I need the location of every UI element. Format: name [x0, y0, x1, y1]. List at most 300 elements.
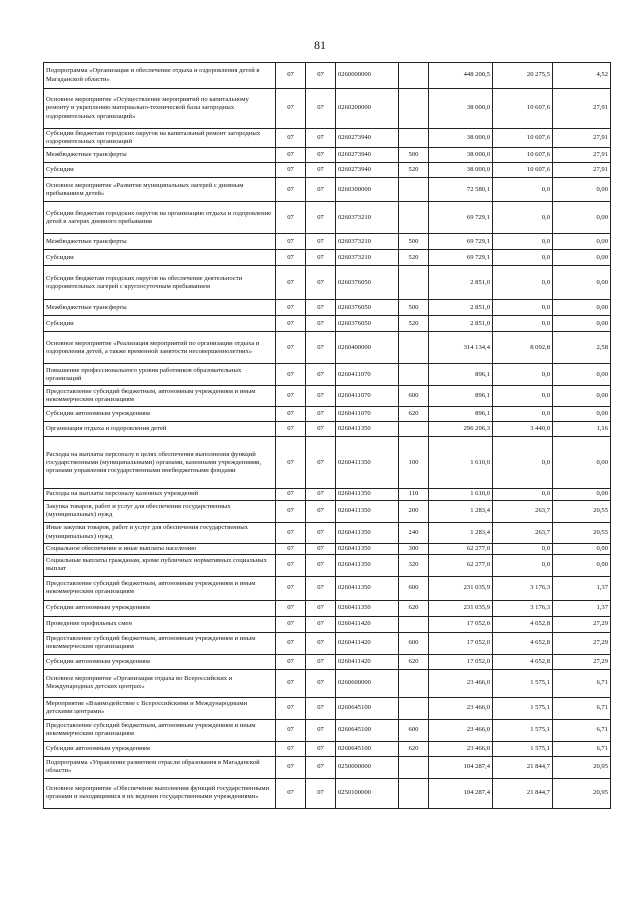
target-article-cell: 0260000000 [336, 63, 399, 89]
row-name-cell: Подпрограмма «Организация и обеспечение отдыха и оздоровления детей в Магаданской области» [44, 63, 276, 89]
actual-amount-cell: 0,0 [493, 234, 553, 250]
section-code-cell: 07 [276, 576, 306, 600]
target-article-cell: 0260411420 [336, 632, 399, 654]
execution-percent-cell: 0,00 [553, 437, 611, 489]
target-article-cell: 0260411420 [336, 616, 399, 632]
row-name-cell: Социальные выплаты гражданам, кроме публичных нормативных социальных выплат [44, 554, 276, 576]
row-name-cell: Повышение профессионального уровня работников образовательных организаций [44, 364, 276, 386]
actual-amount-cell: 0,0 [493, 300, 553, 316]
expense-type-cell [399, 364, 429, 386]
table-row [44, 300, 611, 316]
table-row [44, 576, 611, 600]
expense-type-cell [399, 756, 429, 778]
table-row [44, 616, 611, 632]
section-code-cell: 07 [276, 234, 306, 250]
section-code-cell: 07 [276, 89, 306, 129]
expense-type-cell: 620 [399, 600, 429, 616]
target-article-cell: 0260411350 [336, 554, 399, 576]
table-row [44, 489, 611, 500]
target-article-cell: 0260645100 [336, 697, 399, 719]
row-name-cell: Субсидии бюджетам городских округов на обеспечение деятельности оздоровительных лагерей с круглосуточным пребыванием [44, 266, 276, 300]
section-code-cell: 07 [276, 616, 306, 632]
actual-amount-cell: 0,0 [493, 202, 553, 234]
subsection-code-cell: 07 [306, 600, 336, 616]
execution-percent-cell: 4,52 [553, 63, 611, 89]
execution-percent-cell: 20,55 [553, 522, 611, 543]
row-name-cell: Субсидии [44, 250, 276, 266]
section-code-cell: 07 [276, 500, 306, 522]
table-row [44, 316, 611, 332]
row-name-cell: Субсидии автономным учреждениям [44, 654, 276, 669]
row-name-cell: Предоставление субсидий бюджетным, автономным учреждениям и иным некоммерческим организациям [44, 719, 276, 741]
row-name-cell: Основное мероприятие «Реализация мероприятий по организации отдыха и оздоровления детей, а также временной занятости несовершеннолетних» [44, 332, 276, 364]
section-code-cell: 07 [276, 250, 306, 266]
table-row [44, 756, 611, 778]
subsection-code-cell: 07 [306, 489, 336, 500]
expense-type-cell [399, 332, 429, 364]
table-row [44, 543, 611, 554]
target-article-cell: 0260411070 [336, 407, 399, 422]
actual-amount-cell: 3 176,3 [493, 600, 553, 616]
row-name-cell: Проведение профильных смен [44, 616, 276, 632]
target-article-cell: 0260300000 [336, 178, 399, 202]
table-row [44, 697, 611, 719]
expense-type-cell: 620 [399, 741, 429, 756]
table-row [44, 407, 611, 422]
target-article-cell: 0260645100 [336, 719, 399, 741]
target-article-cell: 0260200000 [336, 89, 399, 129]
actual-amount-cell: 10 607,6 [493, 148, 553, 163]
section-code-cell: 07 [276, 669, 306, 697]
expense-type-cell: 520 [399, 316, 429, 332]
row-name-cell: Субсидии [44, 163, 276, 178]
actual-amount-cell: 1 575,1 [493, 669, 553, 697]
execution-percent-cell: 20,95 [553, 778, 611, 808]
section-code-cell: 07 [276, 129, 306, 148]
section-code-cell: 07 [276, 489, 306, 500]
planned-amount-cell: 69 729,1 [429, 234, 493, 250]
section-code-cell: 07 [276, 632, 306, 654]
table-row [44, 234, 611, 250]
table-row [44, 500, 611, 522]
table-row [44, 778, 611, 808]
expense-type-cell: 600 [399, 576, 429, 600]
planned-amount-cell: 231 035,9 [429, 600, 493, 616]
subsection-code-cell: 07 [306, 163, 336, 178]
planned-amount-cell: 896,1 [429, 386, 493, 407]
expense-type-cell [399, 129, 429, 148]
planned-amount-cell: 314 134,4 [429, 332, 493, 364]
table-row [44, 554, 611, 576]
planned-amount-cell: 38 000,0 [429, 163, 493, 178]
target-article-cell: 0260273940 [336, 129, 399, 148]
target-article-cell: 0260645100 [336, 741, 399, 756]
table-row [44, 148, 611, 163]
target-article-cell: 0260376050 [336, 266, 399, 300]
target-article-cell: 0260273940 [336, 163, 399, 178]
section-code-cell: 07 [276, 697, 306, 719]
actual-amount-cell: 0,0 [493, 407, 553, 422]
section-code-cell: 07 [276, 178, 306, 202]
section-code-cell: 07 [276, 163, 306, 178]
target-article-cell: 0260376050 [336, 300, 399, 316]
section-code-cell: 07 [276, 266, 306, 300]
expense-type-cell: 300 [399, 543, 429, 554]
planned-amount-cell: 2 851,0 [429, 266, 493, 300]
execution-percent-cell: 1,37 [553, 576, 611, 600]
subsection-code-cell: 07 [306, 407, 336, 422]
subsection-code-cell: 07 [306, 500, 336, 522]
table-body [44, 63, 611, 809]
row-name-cell: Межбюджетные трансферты [44, 300, 276, 316]
section-code-cell: 07 [276, 202, 306, 234]
subsection-code-cell: 07 [306, 316, 336, 332]
actual-amount-cell: 0,0 [493, 554, 553, 576]
actual-amount-cell: 0,0 [493, 266, 553, 300]
target-article-cell: 0260373210 [336, 250, 399, 266]
planned-amount-cell: 23 466,0 [429, 741, 493, 756]
table-row [44, 386, 611, 407]
actual-amount-cell: 3 440,0 [493, 422, 553, 437]
subsection-code-cell: 07 [306, 300, 336, 316]
actual-amount-cell: 263,7 [493, 500, 553, 522]
expense-type-cell: 110 [399, 489, 429, 500]
expense-type-cell [399, 422, 429, 437]
planned-amount-cell: 62 277,0 [429, 543, 493, 554]
planned-amount-cell: 38 000,0 [429, 148, 493, 163]
target-article-cell: 0260411350 [336, 522, 399, 543]
actual-amount-cell: 263,7 [493, 522, 553, 543]
planned-amount-cell: 1 610,0 [429, 437, 493, 489]
section-code-cell: 07 [276, 543, 306, 554]
table-row [44, 332, 611, 364]
actual-amount-cell: 0,0 [493, 543, 553, 554]
planned-amount-cell: 38 000,0 [429, 129, 493, 148]
execution-percent-cell: 0,00 [553, 554, 611, 576]
table-row [44, 632, 611, 654]
row-name-cell: Мероприятие «Взаимодействие с Всероссийскими и Международными детскими центрами» [44, 697, 276, 719]
subsection-code-cell: 07 [306, 697, 336, 719]
table-row [44, 250, 611, 266]
execution-percent-cell: 2,58 [553, 332, 611, 364]
table-row [44, 89, 611, 129]
execution-percent-cell: 1,37 [553, 600, 611, 616]
expense-type-cell: 620 [399, 654, 429, 669]
actual-amount-cell: 8 092,8 [493, 332, 553, 364]
subsection-code-cell: 07 [306, 364, 336, 386]
subsection-code-cell: 07 [306, 266, 336, 300]
execution-percent-cell: 0,00 [553, 202, 611, 234]
table-row [44, 719, 611, 741]
planned-amount-cell: 1 610,0 [429, 489, 493, 500]
table-row [44, 178, 611, 202]
planned-amount-cell: 2 851,0 [429, 300, 493, 316]
target-article-cell: 0260373210 [336, 202, 399, 234]
row-name-cell: Субсидии бюджетам городских округов на организацию отдыха и оздоровление детей в лагерях дневного пребывания [44, 202, 276, 234]
actual-amount-cell: 1 575,1 [493, 741, 553, 756]
table-row [44, 163, 611, 178]
page-number: 81 [314, 38, 326, 52]
execution-percent-cell: 0,00 [553, 386, 611, 407]
subsection-code-cell: 07 [306, 250, 336, 266]
execution-percent-cell: 0,00 [553, 316, 611, 332]
expense-type-cell: 100 [399, 437, 429, 489]
planned-amount-cell: 1 283,4 [429, 500, 493, 522]
target-article-cell: 0260411350 [336, 437, 399, 489]
table-row [44, 364, 611, 386]
section-code-cell: 07 [276, 778, 306, 808]
execution-percent-cell: 27,91 [553, 163, 611, 178]
planned-amount-cell: 448 200,5 [429, 63, 493, 89]
subsection-code-cell: 07 [306, 756, 336, 778]
row-name-cell: Основное мероприятие «Организация отдыха во Всероссийских и Международных детских центрах» [44, 669, 276, 697]
target-article-cell: 0260411350 [336, 543, 399, 554]
execution-percent-cell: 1,16 [553, 422, 611, 437]
target-article-cell: 0260411420 [336, 654, 399, 669]
row-name-cell: Предоставление субсидий бюджетным, автономным учреждениям и иным некоммерческим организациям [44, 576, 276, 600]
expense-type-cell [399, 616, 429, 632]
subsection-code-cell: 07 [306, 632, 336, 654]
subsection-code-cell: 07 [306, 437, 336, 489]
planned-amount-cell: 23 466,0 [429, 719, 493, 741]
section-code-cell: 07 [276, 756, 306, 778]
planned-amount-cell: 896,1 [429, 407, 493, 422]
execution-percent-cell: 0,00 [553, 250, 611, 266]
table-row [44, 422, 611, 437]
target-article-cell: 0260411350 [336, 500, 399, 522]
execution-percent-cell: 20,95 [553, 756, 611, 778]
section-code-cell: 07 [276, 332, 306, 364]
table-row [44, 741, 611, 756]
actual-amount-cell: 21 844,7 [493, 778, 553, 808]
subsection-code-cell: 07 [306, 654, 336, 669]
expense-type-cell: 620 [399, 407, 429, 422]
planned-amount-cell: 2 851,0 [429, 316, 493, 332]
expense-type-cell [399, 202, 429, 234]
expense-type-cell [399, 178, 429, 202]
target-article-cell: 0250000000 [336, 756, 399, 778]
planned-amount-cell: 296 206,3 [429, 422, 493, 437]
section-code-cell: 07 [276, 437, 306, 489]
planned-amount-cell: 23 466,0 [429, 669, 493, 697]
actual-amount-cell: 0,0 [493, 437, 553, 489]
planned-amount-cell: 1 283,4 [429, 522, 493, 543]
actual-amount-cell: 0,0 [493, 178, 553, 202]
actual-amount-cell: 3 176,3 [493, 576, 553, 600]
row-name-cell: Субсидии автономным учреждениям [44, 407, 276, 422]
table-row [44, 437, 611, 489]
subsection-code-cell: 07 [306, 422, 336, 437]
target-article-cell: 0260373210 [336, 234, 399, 250]
execution-percent-cell: 27,29 [553, 654, 611, 669]
section-code-cell: 07 [276, 148, 306, 163]
expense-type-cell: 520 [399, 250, 429, 266]
row-name-cell: Межбюджетные трансферты [44, 148, 276, 163]
execution-percent-cell: 0,00 [553, 266, 611, 300]
row-name-cell: Иные закупки товаров, работ и услуг для обеспечения государственных (муниципальных) нужд [44, 522, 276, 543]
actual-amount-cell: 1 575,1 [493, 719, 553, 741]
execution-percent-cell: 27,91 [553, 89, 611, 129]
row-name-cell: Закупка товаров, работ и услуг для обеспечения государственных (муниципальных) нужд [44, 500, 276, 522]
execution-percent-cell: 0,00 [553, 178, 611, 202]
planned-amount-cell: 69 729,1 [429, 202, 493, 234]
budget-execution-table [43, 62, 611, 809]
planned-amount-cell: 17 052,0 [429, 616, 493, 632]
execution-percent-cell: 6,71 [553, 697, 611, 719]
row-name-cell: Субсидии [44, 316, 276, 332]
row-name-cell: Социальное обеспечение и иные выплаты населению [44, 543, 276, 554]
target-article-cell: 0260400000 [336, 332, 399, 364]
subsection-code-cell: 07 [306, 616, 336, 632]
row-name-cell: Субсидии автономным учреждениям [44, 600, 276, 616]
execution-percent-cell: 6,71 [553, 669, 611, 697]
subsection-code-cell: 07 [306, 63, 336, 89]
subsection-code-cell: 07 [306, 202, 336, 234]
planned-amount-cell: 17 052,0 [429, 632, 493, 654]
table-row [44, 522, 611, 543]
row-name-cell: Субсидии автономным учреждениям [44, 741, 276, 756]
planned-amount-cell: 104 287,4 [429, 778, 493, 808]
actual-amount-cell: 0,0 [493, 364, 553, 386]
subsection-code-cell: 07 [306, 778, 336, 808]
subsection-code-cell: 07 [306, 543, 336, 554]
expense-type-cell: 500 [399, 148, 429, 163]
expense-type-cell: 600 [399, 632, 429, 654]
planned-amount-cell: 72 580,1 [429, 178, 493, 202]
planned-amount-cell: 69 729,1 [429, 250, 493, 266]
subsection-code-cell: 07 [306, 234, 336, 250]
actual-amount-cell: 21 844,7 [493, 756, 553, 778]
row-name-cell: Расходы на выплаты персоналу казенных учреждений [44, 489, 276, 500]
target-article-cell: 0260376050 [336, 316, 399, 332]
table-row [44, 654, 611, 669]
expense-type-cell: 320 [399, 554, 429, 576]
subsection-code-cell: 07 [306, 89, 336, 129]
row-name-cell: Межбюджетные трансферты [44, 234, 276, 250]
actual-amount-cell: 1 575,1 [493, 697, 553, 719]
subsection-code-cell: 07 [306, 332, 336, 364]
section-code-cell: 07 [276, 386, 306, 407]
section-code-cell: 07 [276, 316, 306, 332]
planned-amount-cell: 231 035,9 [429, 576, 493, 600]
section-code-cell: 07 [276, 741, 306, 756]
execution-percent-cell: 27,91 [553, 148, 611, 163]
planned-amount-cell: 62 277,0 [429, 554, 493, 576]
planned-amount-cell: 104 287,4 [429, 756, 493, 778]
subsection-code-cell: 07 [306, 148, 336, 163]
planned-amount-cell: 17 052,0 [429, 654, 493, 669]
actual-amount-cell: 4 652,8 [493, 632, 553, 654]
row-name-cell: Субсидии бюджетам городских округов на капитальный ремонт загородных оздоровительных организаций [44, 129, 276, 148]
table-row [44, 202, 611, 234]
section-code-cell: 07 [276, 63, 306, 89]
actual-amount-cell: 20 275,5 [493, 63, 553, 89]
row-name-cell: Подпрограмма «Управление развитием отрасли образования в Магаданской области» [44, 756, 276, 778]
expense-type-cell: 500 [399, 300, 429, 316]
expense-type-cell: 600 [399, 386, 429, 407]
actual-amount-cell: 10 607,6 [493, 129, 553, 148]
target-article-cell: 0260411350 [336, 600, 399, 616]
execution-percent-cell: 0,00 [553, 407, 611, 422]
planned-amount-cell: 23 466,0 [429, 697, 493, 719]
table-row [44, 63, 611, 89]
planned-amount-cell: 38 000,0 [429, 89, 493, 129]
row-name-cell: Основное мероприятие «Развитие муниципальных лагерей с дневным пребыванием детей» [44, 178, 276, 202]
execution-percent-cell: 0,00 [553, 489, 611, 500]
expense-type-cell [399, 63, 429, 89]
actual-amount-cell: 10 607,6 [493, 163, 553, 178]
target-article-cell: 0250100000 [336, 778, 399, 808]
table-row [44, 129, 611, 148]
actual-amount-cell: 0,0 [493, 316, 553, 332]
row-name-cell: Основное мероприятие «Обеспечение выполнения функций государственными органами и находящимися в их ведении государственными учреждениями» [44, 778, 276, 808]
section-code-cell: 07 [276, 654, 306, 669]
execution-percent-cell: 27,29 [553, 632, 611, 654]
execution-percent-cell: 0,00 [553, 364, 611, 386]
actual-amount-cell: 0,0 [493, 386, 553, 407]
expense-type-cell: 240 [399, 522, 429, 543]
expense-type-cell [399, 697, 429, 719]
actual-amount-cell: 0,0 [493, 250, 553, 266]
execution-percent-cell: 27,91 [553, 129, 611, 148]
target-article-cell: 0260273940 [336, 148, 399, 163]
expense-type-cell: 520 [399, 163, 429, 178]
table-row [44, 669, 611, 697]
target-article-cell: 0260411350 [336, 422, 399, 437]
section-code-cell: 07 [276, 554, 306, 576]
execution-percent-cell: 27,29 [553, 616, 611, 632]
section-code-cell: 07 [276, 364, 306, 386]
expense-type-cell: 200 [399, 500, 429, 522]
actual-amount-cell: 10 607,6 [493, 89, 553, 129]
row-name-cell: Основное мероприятие «Осуществление мероприятий по капитальному ремонту и укреплению материально-технической базы загородных оздоровительных организаций» [44, 89, 276, 129]
row-name-cell: Организация отдыха и оздоровления детей [44, 422, 276, 437]
target-article-cell: 0260411350 [336, 576, 399, 600]
target-article-cell: 0260411070 [336, 386, 399, 407]
expense-type-cell [399, 89, 429, 129]
execution-percent-cell: 6,71 [553, 719, 611, 741]
subsection-code-cell: 07 [306, 554, 336, 576]
subsection-code-cell: 07 [306, 386, 336, 407]
subsection-code-cell: 07 [306, 129, 336, 148]
execution-percent-cell: 20,55 [553, 500, 611, 522]
section-code-cell: 07 [276, 600, 306, 616]
actual-amount-cell: 4 652,8 [493, 616, 553, 632]
execution-percent-cell: 6,71 [553, 741, 611, 756]
subsection-code-cell: 07 [306, 576, 336, 600]
target-article-cell: 0260411350 [336, 489, 399, 500]
target-article-cell: 0260411070 [336, 364, 399, 386]
subsection-code-cell: 07 [306, 178, 336, 202]
row-name-cell: Предоставление субсидий бюджетным, автономным учреждениям и иным некоммерческим организациям [44, 386, 276, 407]
row-name-cell: Расходы на выплаты персоналу в целях обеспечения выполнения функций государственными (муниципальными) органами, казенными учреждениями, органами управления государственными внебюджетными фондами [44, 437, 276, 489]
actual-amount-cell: 0,0 [493, 489, 553, 500]
section-code-cell: 07 [276, 300, 306, 316]
expense-type-cell [399, 266, 429, 300]
section-code-cell: 07 [276, 522, 306, 543]
subsection-code-cell: 07 [306, 522, 336, 543]
section-code-cell: 07 [276, 422, 306, 437]
table-row [44, 600, 611, 616]
section-code-cell: 07 [276, 407, 306, 422]
table-row [44, 266, 611, 300]
planned-amount-cell: 896,1 [429, 364, 493, 386]
expense-type-cell [399, 669, 429, 697]
subsection-code-cell: 07 [306, 741, 336, 756]
section-code-cell: 07 [276, 719, 306, 741]
expense-type-cell: 600 [399, 719, 429, 741]
execution-percent-cell: 0,00 [553, 300, 611, 316]
